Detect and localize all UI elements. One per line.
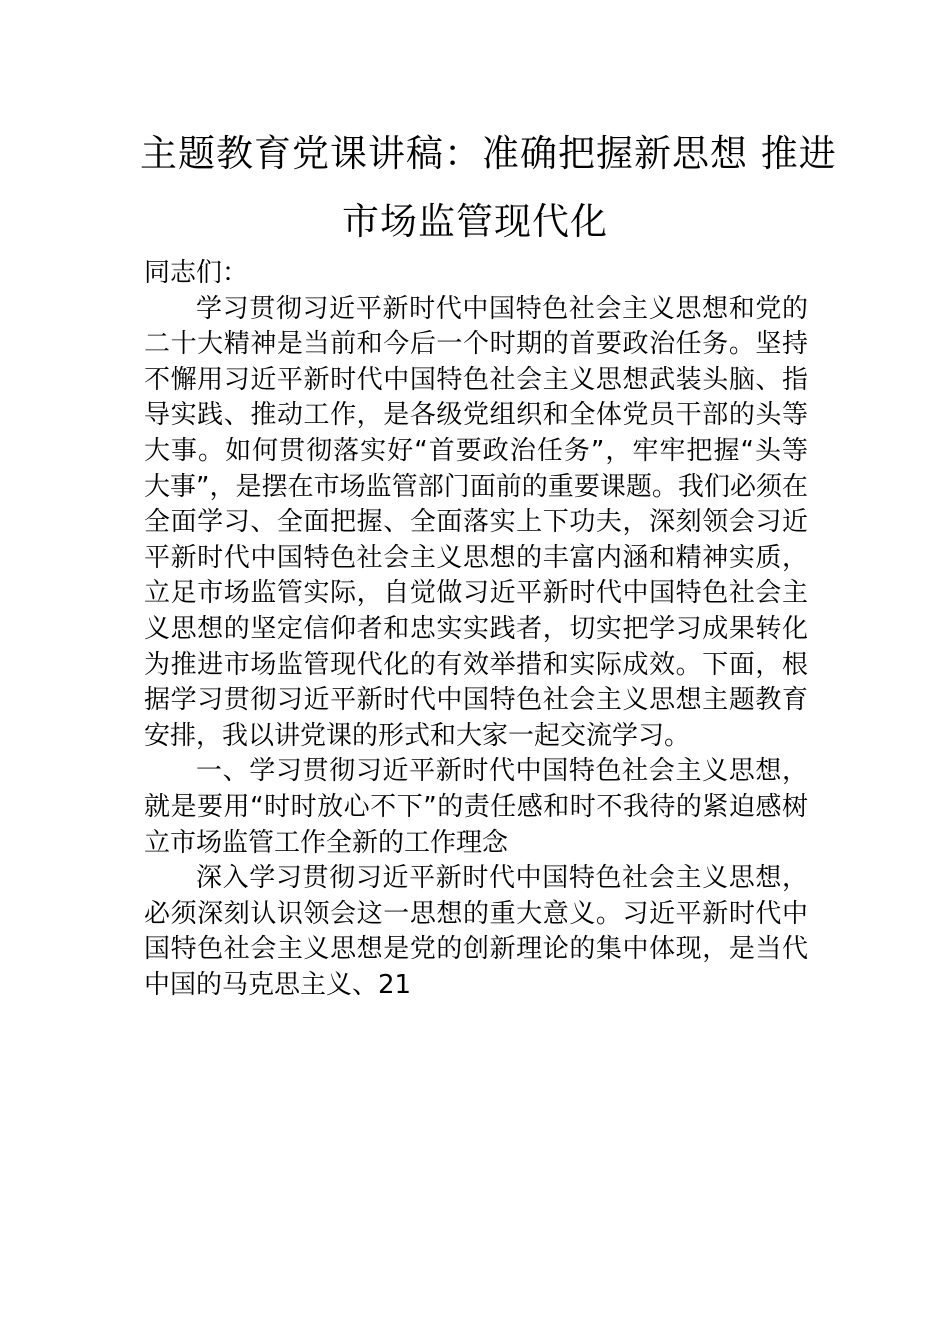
document-title-line-2: 市场监管现代化 (342, 200, 608, 243)
paragraph-section-1: 深入学习贯彻习近平新时代中国特色社会主义思想，必须深刻认识领会这一思想的重大意义。习近平新时代中国特色社会主义思想是党的创新理论的集中体现，是当代中国的马克思主义、21 (144, 863, 808, 1000)
section-heading-1: 一、学习贯彻习近平新时代中国特色社会主义思想，就是要用“时时放心不下”的责任感和时不我待的紧迫感树立市场监管工作全新的工作理念 (144, 756, 808, 858)
document-title-line-1: 主题教育党课讲稿：准确把握新思想 推进 (140, 132, 837, 175)
document-body (144, 256, 808, 1003)
paragraph-intro: 学习贯彻习近平新时代中国特色社会主义思想和党的二十大精神是当前和今后一个时期的首要政治任务。坚持不懈用习近平新时代中国特色社会主义思想武装头脑、指导实践、推动工作，是各级党组织和全体党员干部的头等大事。如何贯彻落实好“首要政治任务”，牢牢把握“头等大事”，是摆在市场监管部门面前的重要课题。我们必须在全面学习、全面把握、全面落实上下功夫，深刻领会习近平新时代中国特色社会主义思想的丰富内涵和精神实质，立足市场监管实际，自觉做习近平新时代中国特色社会主义思想的坚定信仰者和忠实实践者，切实把学习成果转化为推进市场监管现代化的有效举措和实际成效。下面，根据学习贯彻习近平新时代中国特色社会主义思想主题教育安排，我以讲党课的形式和大家一起交流学习。 (144, 293, 808, 751)
salutation: 同志们： (144, 258, 249, 288)
